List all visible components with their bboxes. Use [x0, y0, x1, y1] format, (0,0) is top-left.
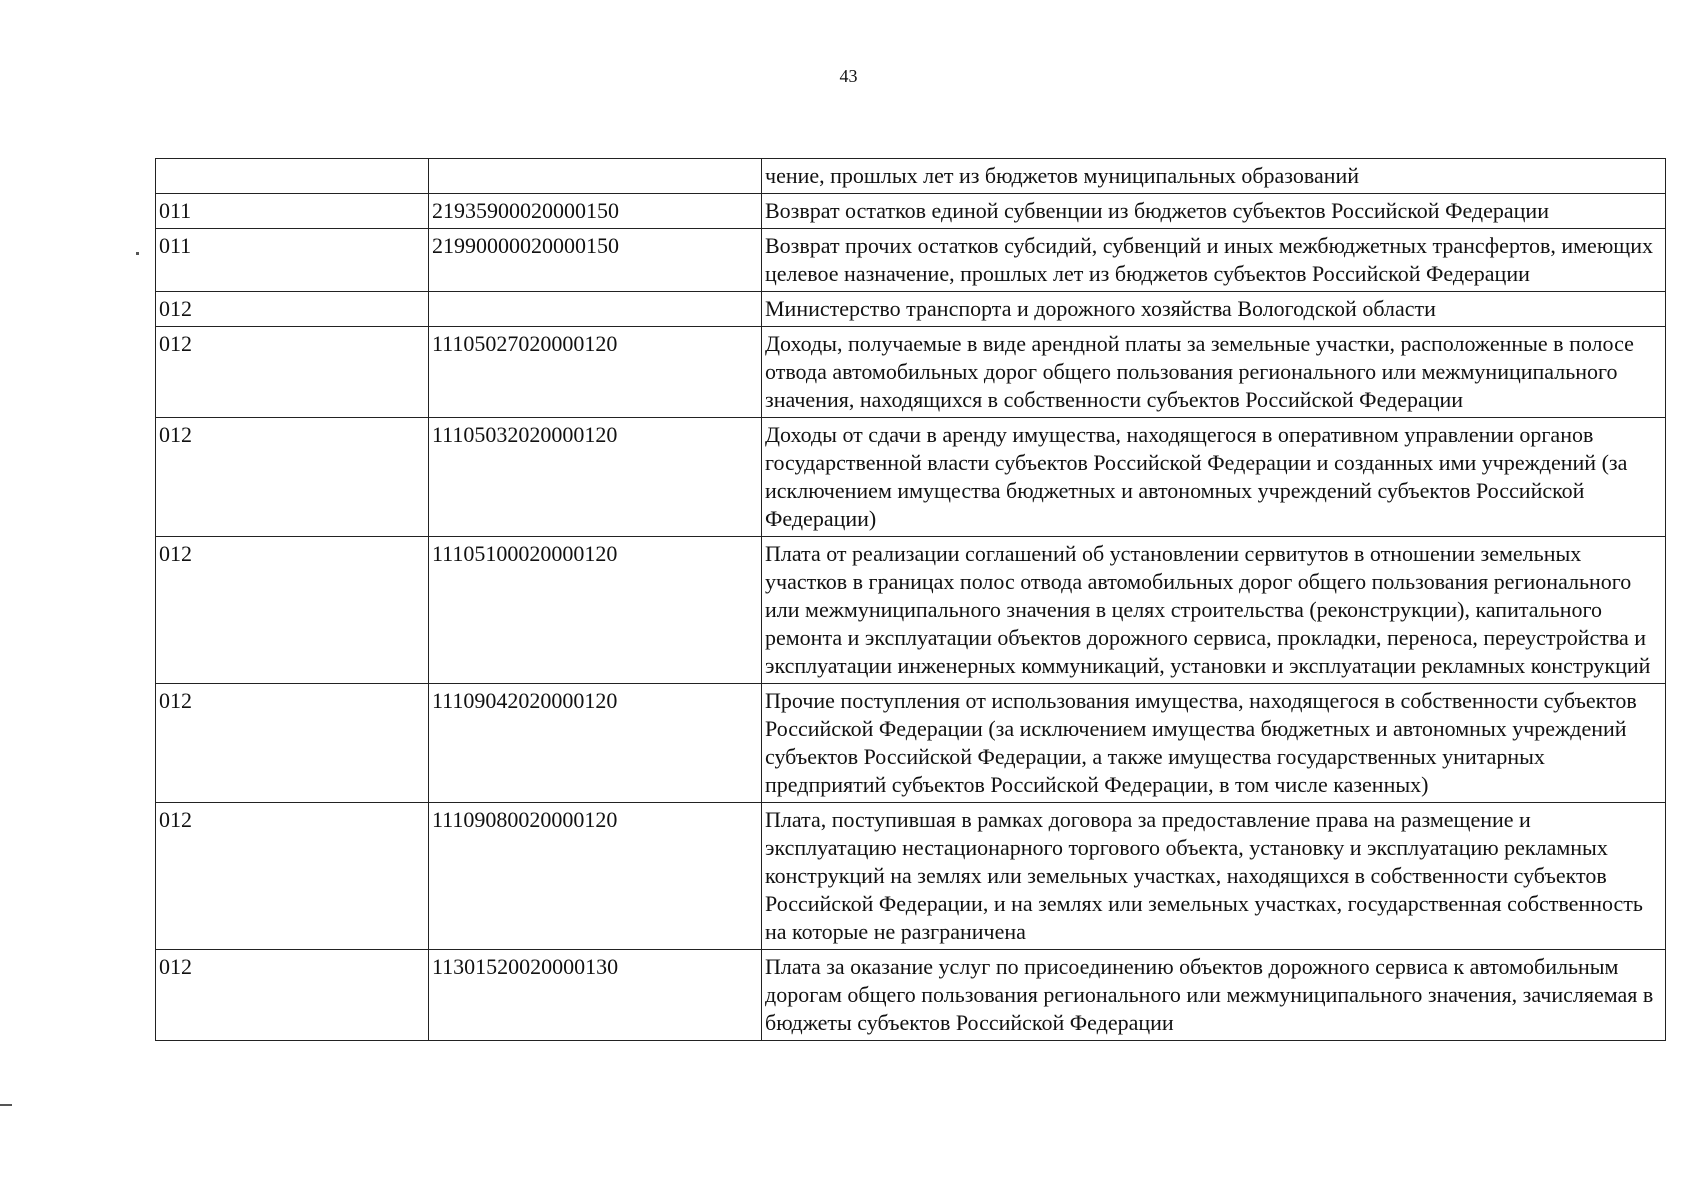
scan-dash	[0, 1104, 12, 1106]
admin-code-cell: 012	[156, 327, 429, 418]
page-number: 43	[839, 66, 858, 86]
admin-code-cell: 012	[156, 684, 429, 803]
table-row	[156, 418, 1666, 537]
admin-code-cell	[156, 159, 429, 194]
budget-code-cell: 21990000020000150	[429, 229, 762, 292]
revenue-name-cell: Плата за оказание услуг по присоединению объектов дорожного сервиса к автомобильным дорогам общего пользования регионального или межмуниципального значения, зачисляемая в бюджеты субъектов Российской Федерации	[762, 950, 1666, 1041]
revenue-name-cell: Доходы, получаемые в виде арендной платы за земельные участки, расположенные в полосе отвода автомобильных дорог общего пользования регионального или межмуниципального значения, находящихся в собственности субъектов Российской Федерации	[762, 327, 1666, 418]
admin-code-cell: 012	[156, 418, 429, 537]
table-row	[156, 229, 1666, 292]
table-row	[156, 950, 1666, 1041]
table-row	[156, 327, 1666, 418]
revenue-name-cell: чение, прошлых лет из бюджетов муниципальных образований	[762, 159, 1666, 194]
budget-revenue-table	[155, 158, 1666, 1041]
table-row	[156, 194, 1666, 229]
budget-code-cell: 11105027020000120	[429, 327, 762, 418]
revenue-name-cell: Возврат прочих остатков субсидий, субвенций и иных межбюджетных трансфертов, имеющих целевое назначение, прошлых лет из бюджетов субъектов Российской Федерации	[762, 229, 1666, 292]
table-row	[156, 684, 1666, 803]
admin-code-cell: 012	[156, 537, 429, 684]
admin-code-cell: 011	[156, 194, 429, 229]
budget-code-cell	[429, 159, 762, 194]
table-row	[156, 159, 1666, 194]
budget-code-cell: 11301520020000130	[429, 950, 762, 1041]
budget-code-cell: 11105032020000120	[429, 418, 762, 537]
revenue-name-cell: Плата от реализации соглашений об установлении сервитутов в отношении земельных участков в границах полос отвода автомобильных дорог общего пользования регионального или межмуниципального значения в целях строительства (реконструкции), капитального ремонта и эксплуатации объектов дорожного сервиса, прокладки, переноса, переустройства и эксплуатации инженерных коммуникаций, установки и эксплуатации рекламных конструкций	[762, 537, 1666, 684]
revenue-name-cell: Плата, поступившая в рамках договора за предоставление права на размещение и эксплуатацию нестационарного торгового объекта, установку и эксплуатацию рекламных конструкций на землях или земельных участках, находящихся в собственности субъектов Российской Федерации, и на землях или земельных участках, государственная собственность на которые не разграничена	[762, 803, 1666, 950]
table-row	[156, 537, 1666, 684]
admin-code-cell: 012	[156, 950, 429, 1041]
budget-code-cell: 11109080020000120	[429, 803, 762, 950]
budget-code-cell: 21935900020000150	[429, 194, 762, 229]
table-row	[156, 803, 1666, 950]
admin-code-cell: 012	[156, 803, 429, 950]
scan-speck	[136, 252, 139, 255]
revenue-name-cell: Возврат остатков единой субвенции из бюджетов субъектов Российской Федерации	[762, 194, 1666, 229]
budget-code-cell	[429, 292, 762, 327]
revenue-name-cell: Министерство транспорта и дорожного хозяйства Вологодской области	[762, 292, 1666, 327]
budget-code-cell: 11109042020000120	[429, 684, 762, 803]
admin-code-cell: 012	[156, 292, 429, 327]
revenue-name-cell: Прочие поступления от использования имущества, находящегося в собственности субъектов Российской Федерации (за исключением имущества бюджетных и автономных учреждений субъектов Российской Федерации, а также имущества государственных унитарных предприятий субъектов Российской Федерации, в том числе казенных)	[762, 684, 1666, 803]
admin-code-cell: 011	[156, 229, 429, 292]
table-row	[156, 292, 1666, 327]
budget-code-cell: 11105100020000120	[429, 537, 762, 684]
revenue-name-cell: Доходы от сдачи в аренду имущества, находящегося в оперативном управлении органов государственной власти субъектов Российской Федерации и созданных ими учреждений (за исключением имущества бюджетных и автономных учреждений субъектов Российской Федерации)	[762, 418, 1666, 537]
